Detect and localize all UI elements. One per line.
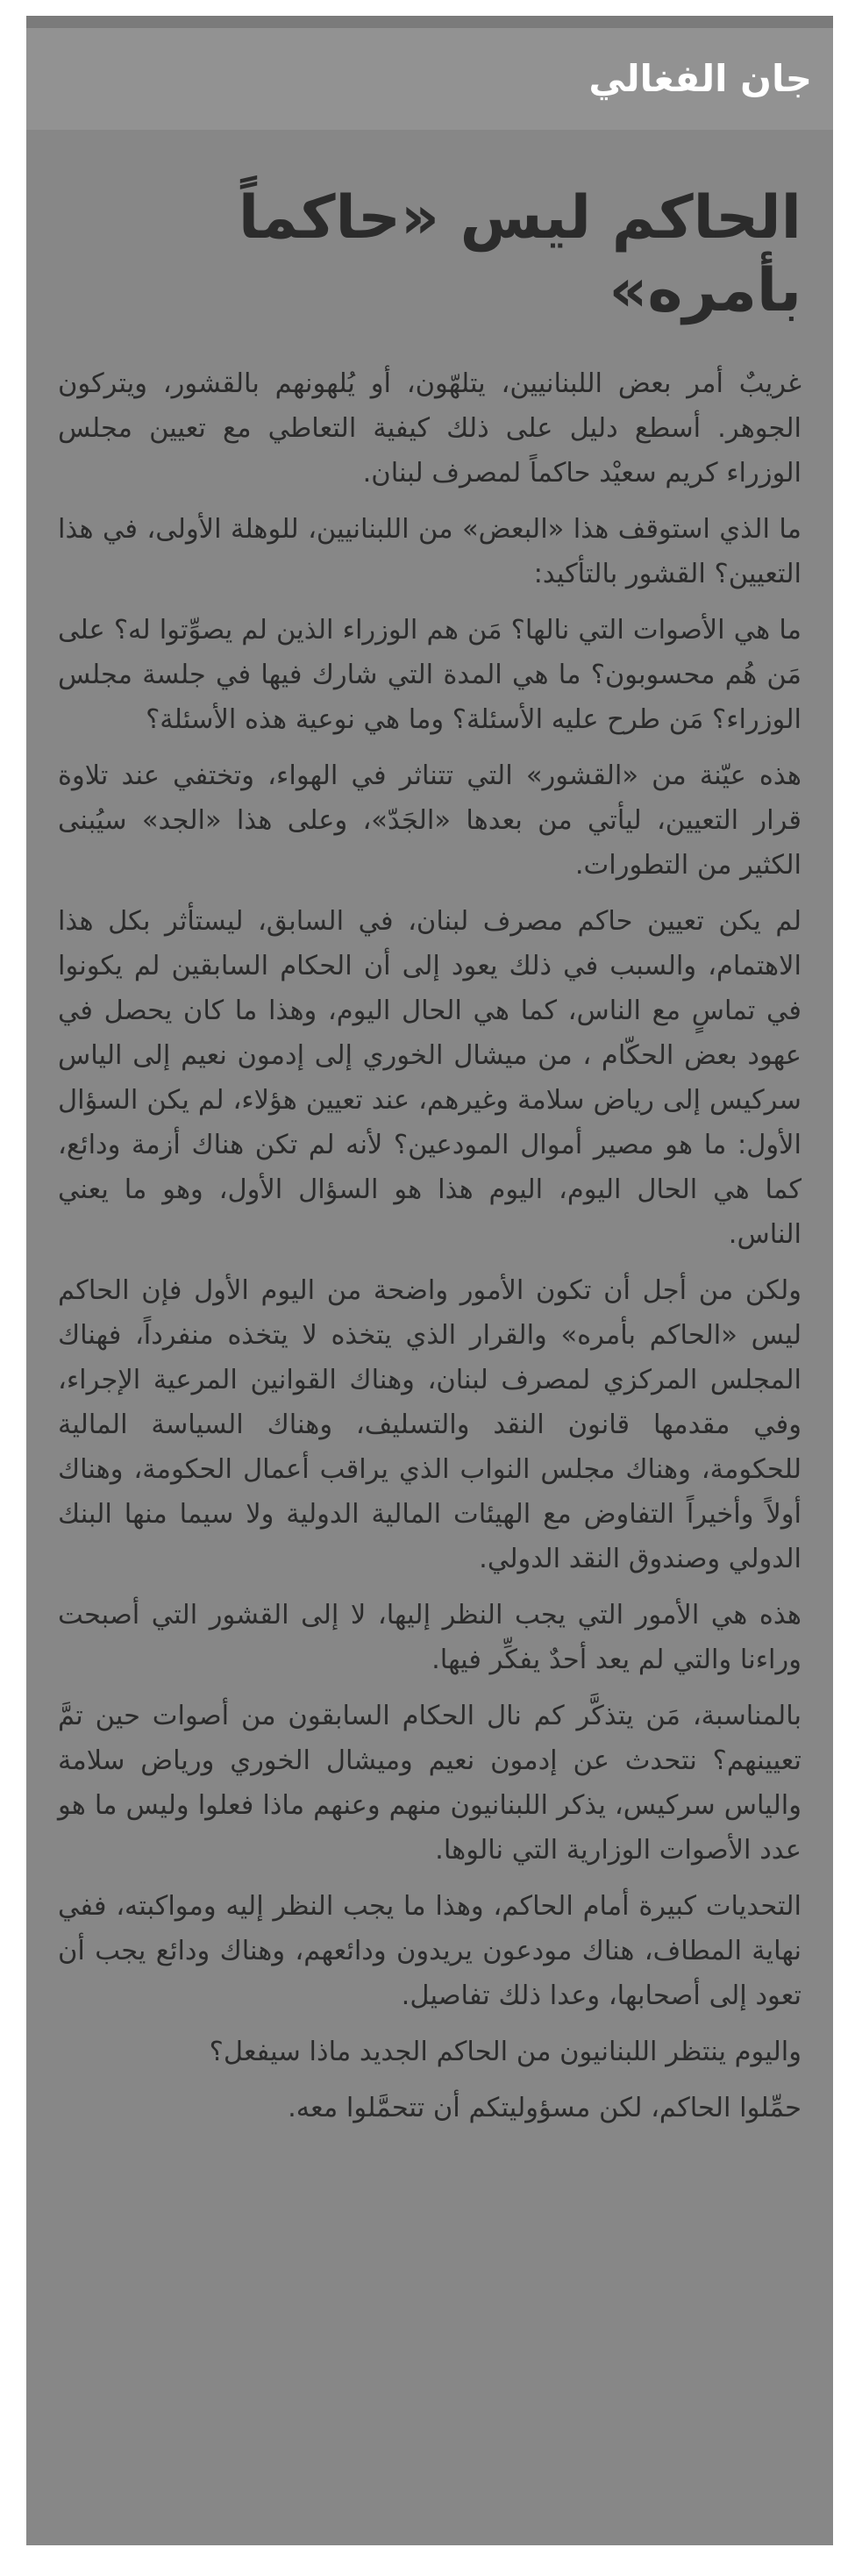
paragraph: غريبٌ أمر بعض اللبنانيين، يتلهّون، أو يُلهونهم بالقشور، ويتركون الجوهر. أسطع دليل على ذلك كيفية التعاطي مع تعيين مجلس الوزراء كريم سعيْد حاكماً لمصرف لبنان. [58,367,801,489]
paragraph: بالمناسبة، مَن يتذكَّر كم نال الحكام السابقون من أصوات حين تمَّ تعيينهم؟ نتحدث عن إدمون نعيم وميشال الخوري ورياض سلامة والياس سركيس، يذكر اللبنانيون منهم وعنهم ماذا فعلوا وليس ما هو عدد الأصوات الوزارية التي نالوها. [58,1700,801,1866]
paragraph: لم يكن تعيين حاكم مصرف لبنان، في السابق، ليستأثر بكل هذا الاهتمام، والسبب في ذلك يعود إلى أن الحكام السابقين لم يكونوا في تماسٍ مع الناس، كما هي الحال اليوم، وهذا ما كان يحصل في عهود بعض الحكّام ، من ميشال الخوري إلى إدمون نعيم إلى الياس سركيس إلى رياض سلامة وغيرهم، عند تعيين هؤلاء، لم يكن السؤال الأول: ما هو مصير أموال المودعين؟ لأنه لم تكن هناك أزمة ودائع، كما هي الحال اليوم، اليوم هذا هو السؤال الأول، وهو ما يعني الناس. [58,905,801,1250]
author-header [26,16,833,130]
article-card [26,16,833,2545]
author-name: جان الفغالي [588,57,812,100]
paragraph: ولكن من أجل أن تكون الأمور واضحة من اليوم الأول فإن الحاكم ليس «الحاكم بأمره» والقرار الذي يتخذه لا يتخذه منفرداً، فهناك المجلس المركزي لمصرف لبنان، وهناك القوانين المرعية الإجراء، وفي مقدمها قانون النقد والتسليف، وهناك السياسة المالية للحكومة، وهناك مجلس النواب الذي يراقب أعمال الحكومة، وهناك أولاً وأخيراً التفاوض مع الهيئات المالية الدولية ولا سيما منها البنك الدولي وصندوق النقد الدولي. [58,1274,801,1574]
paragraph: التحديات كبيرة أمام الحاكم، وهذا ما يجب النظر إليه ومواكبته، ففي نهاية المطاف، هناك مودعون يريدون ودائعهم، وهناك ودائع يجب أن تعود إلى أصحابها، وعدا ذلك تفاصيل. [58,1890,801,2011]
paragraph: حمِّلوا الحاكم، لكن مسؤوليتكم أن تتحمَّلوا معه. [288,2092,801,2123]
paragraph: هذه عيّنة من «القشور» التي تتناثر في الهواء، وتختفي عند تلاوة قرار التعيين، ليأتي من بعدها «الجَدّ»، وعلى هذا «الجد» سيُبنى الكثير من التطورات. [58,760,801,881]
paragraph: ما هي الأصوات التي نالها؟ مَن هم الوزراء الذين لم يصوِّتوا له؟ على مَن هُم محسوبون؟ ما هي المدة التي شارك فيها في جلسة مجلس الوزراء؟ مَن طرح عليه الأسئلة؟ وما هي نوعية هذه الأسئلة؟ [58,614,801,735]
paragraph: واليوم ينتظر اللبنانيون من الحاكم الجديد ماذا سيفعل؟ [209,2036,801,2067]
article-body [26,130,833,2130]
article-title: الحاكم ليس «حاكماً بأمره» [238,183,801,325]
paragraph: ما الذي استوقف هذا «البعض» من اللبنانيين، للوهلة الأولى، في هذا التعيين؟ القشور بالتأكيد: [58,513,801,589]
paragraph: هذه هي الأمور التي يجب النظر إليها، لا إلى القشور التي أصبحت وراءنا والتي لم يعد أحدٌ يفكِّر فيها. [58,1599,801,1675]
